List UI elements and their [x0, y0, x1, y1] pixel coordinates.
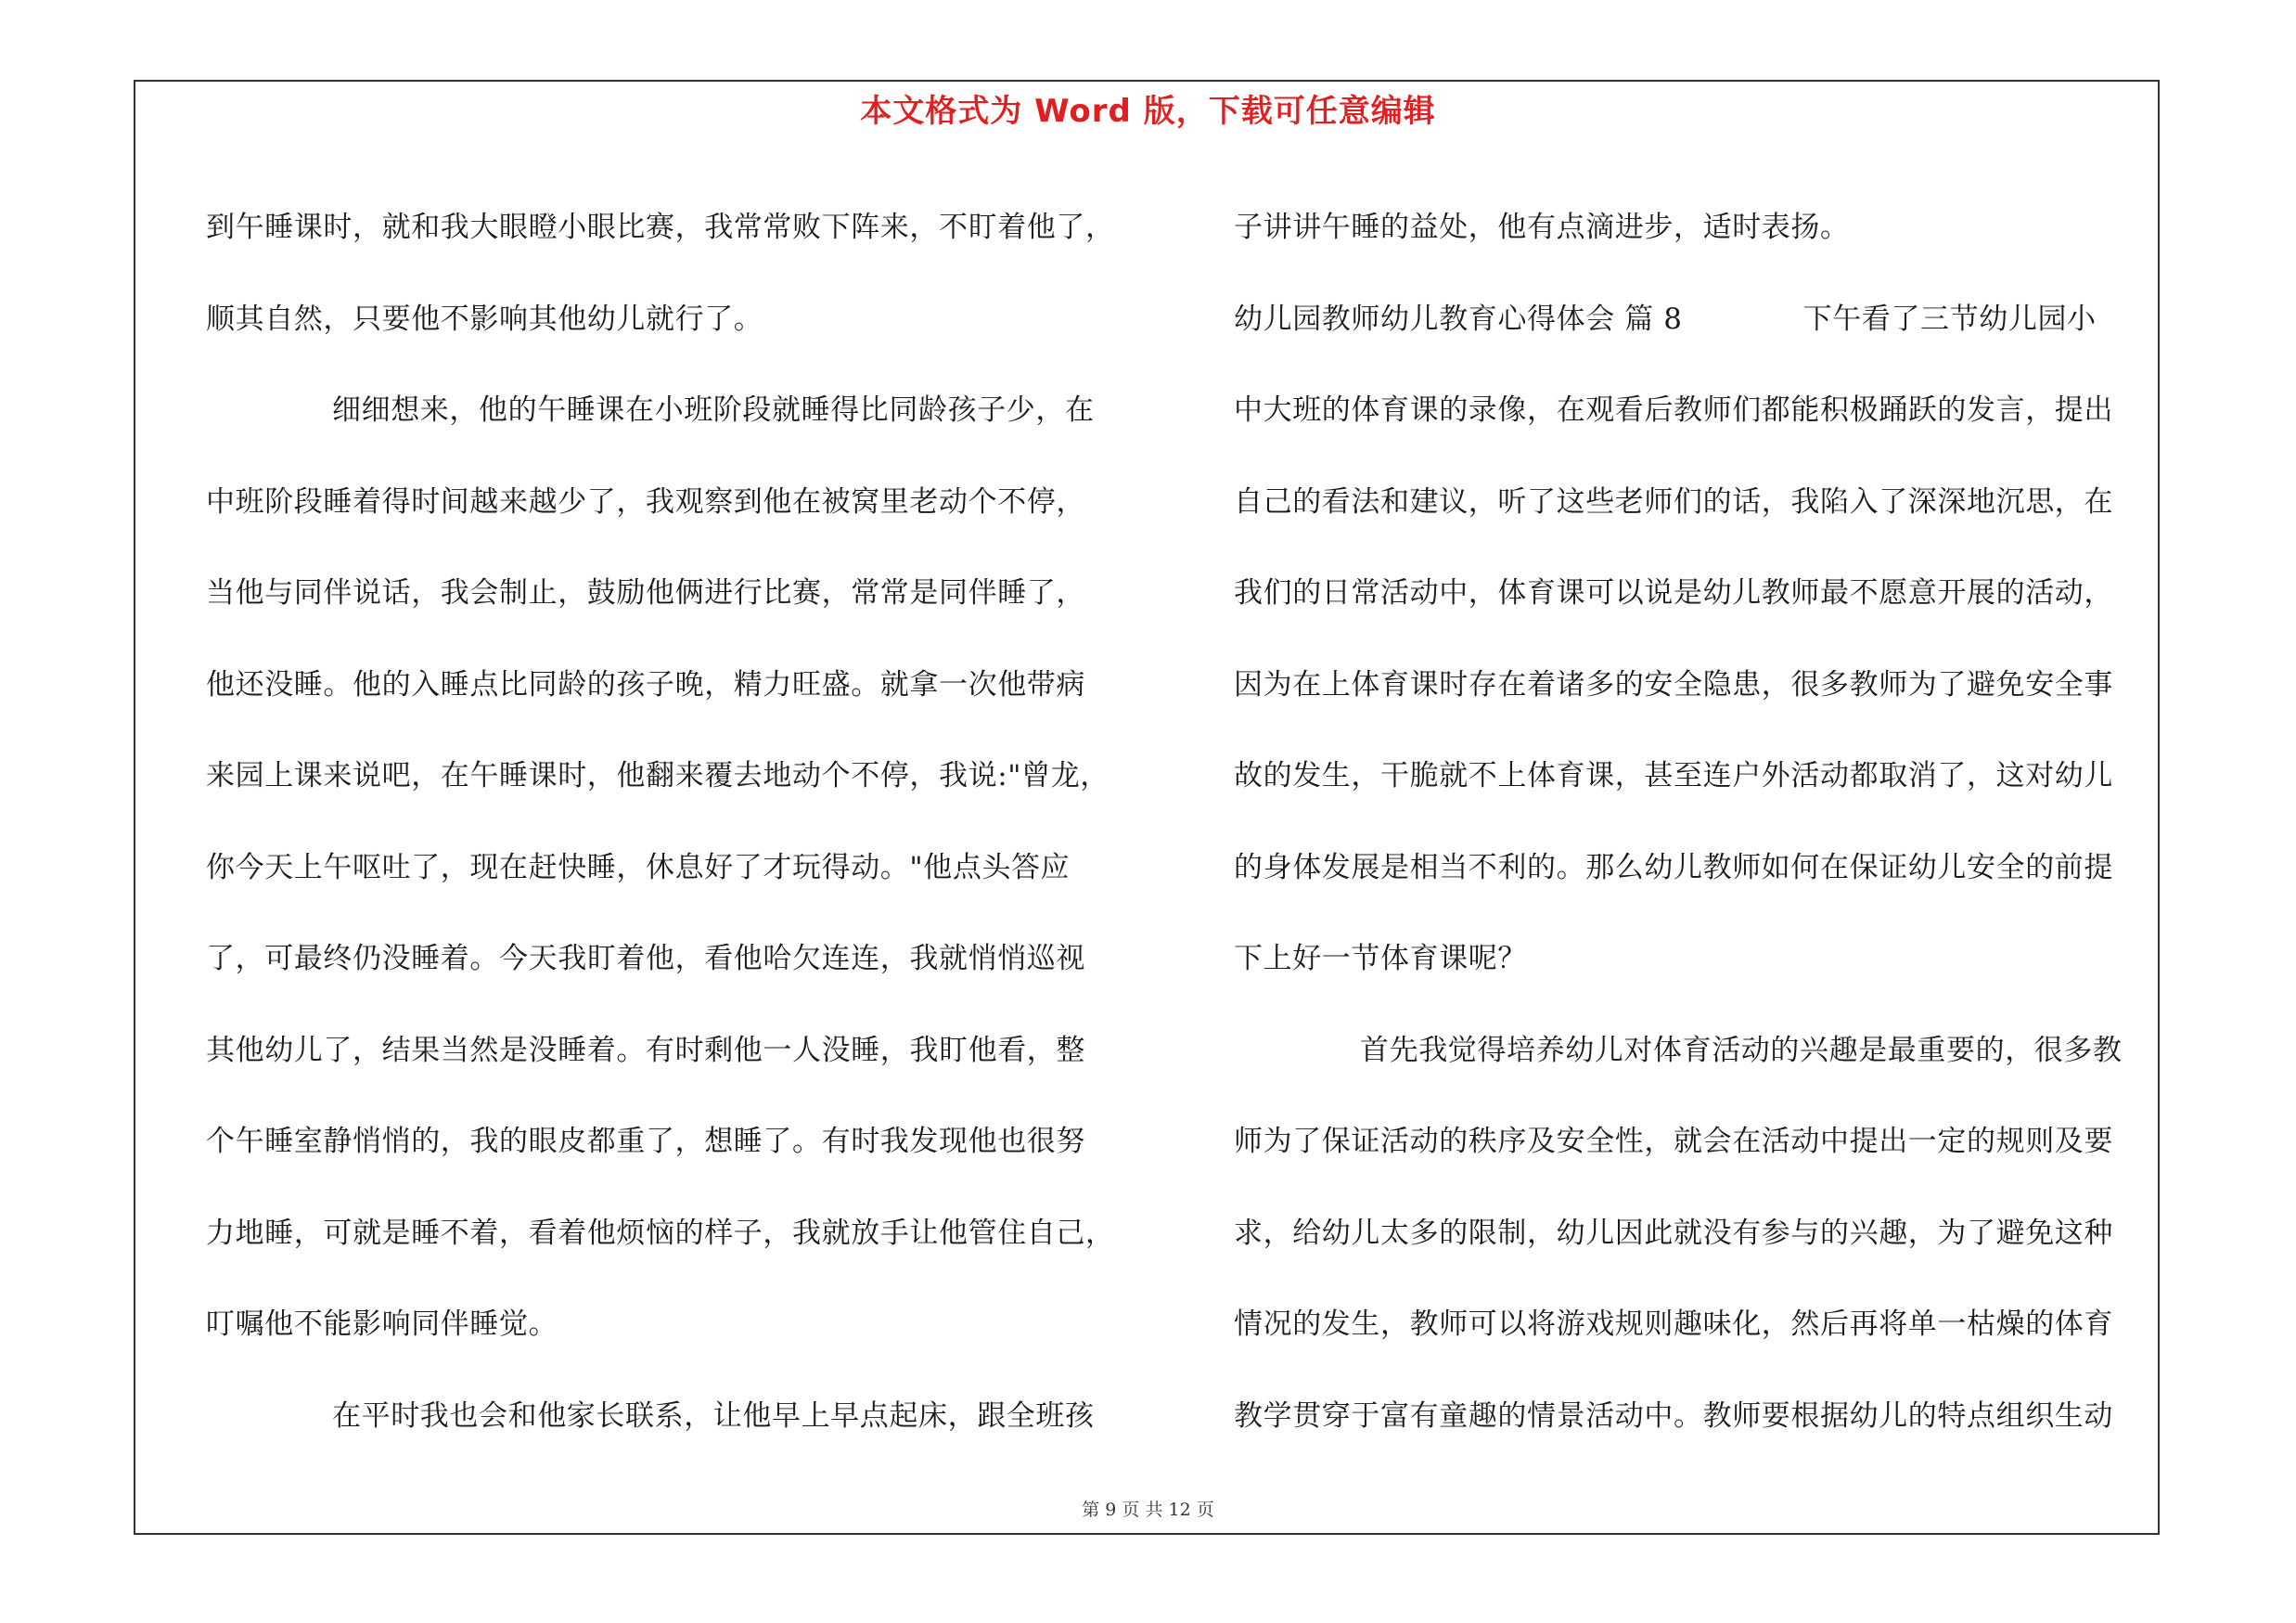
section-heading-line	[1234, 274, 2171, 366]
text-line: 自己的看法和建议，听了这些老师们的话，我陷入了深深地沉思，在	[1234, 484, 2113, 519]
text-line: 在平时我也会和他家长联系，让他早上早点起床，跟全班孩	[332, 1398, 1095, 1433]
text-line: 我们的日常活动中，体育课可以说是幼儿教师最不愿意开展的活动，	[1234, 576, 2113, 610]
section-heading-tail: 下午看了三节幼儿园小	[1802, 302, 2097, 336]
right-column	[1234, 182, 2171, 1462]
text-line: 求，给幼儿太多的限制，幼儿因此就没有参与的兴趣，为了避免这种	[1234, 1216, 2113, 1250]
text-line: 师为了保证活动的秩序及安全性，就会在活动中提出一定的规则及要	[1234, 1125, 2113, 1158]
text-line: 中大班的体育课的录像，在观看后教师们都能积极踊跃的发言，提出	[1234, 393, 2113, 427]
left-column	[206, 182, 1143, 1462]
text-line: 中班阶段睡着得时间越来越少了，我观察到他在被窝里老动个不停，	[206, 484, 1085, 519]
text-line: 叮嘱他不能影响同伴睡觉。	[206, 1307, 558, 1341]
text-line: 他还没睡。他的入睡点比同龄的孩子晚，精力旺盛。就拿一次他带病	[206, 667, 1085, 702]
section-heading: 幼儿园教师幼儿教育心得体会 篇 8	[1234, 302, 1683, 336]
text-line: 力地睡，可就是睡不着，看着他烦恼的样子，我就放手让他管住自己，	[206, 1216, 1115, 1250]
text-line: 其他幼儿了，结果当然是没睡着。有时剩他一人没睡，我盯他看，整	[206, 1033, 1085, 1067]
text-line: 个午睡室静悄悄的，我的眼皮都重了，想睡了。有时我发现他也很努	[206, 1125, 1085, 1158]
text-line: 教学贯穿于富有童趣的情景活动中。教师要根据幼儿的特点组织生动	[1234, 1398, 2113, 1433]
text-line: 首先我觉得培养幼儿对体育活动的兴趣是最重要的，很多教	[1360, 1033, 2123, 1067]
text-line: 了，可最终仍没睡着。今天我盯着他，看他哈欠连连，我就悄悄巡视	[206, 942, 1085, 975]
text-line: 子讲讲午睡的益处，他有点滴进步，适时表扬。	[1234, 211, 1850, 244]
text-line: 当他与同伴说话，我会制止，鼓励他俩进行比赛，常常是同伴睡了，	[206, 576, 1085, 610]
text-line: 顺其自然，只要他不影响其他幼儿就行了。	[206, 302, 763, 336]
text-line: 情况的发生，教师可以将游戏规则趣味化，然后再将单一枯燥的体育	[1234, 1307, 2113, 1341]
text-line: 下上好一节体育课呢？	[1234, 942, 1527, 975]
text-line: 到午睡课时，就和我大眼瞪小眼比赛，我常常败下阵来，不盯着他了，	[206, 211, 1115, 244]
text-line: 来园上课来说吧，在午睡课时，他翻来覆去地动个不停，我说:"曾龙，	[206, 759, 1110, 792]
text-line: 的身体发展是相当不利的。那么幼儿教师如何在保证幼儿安全的前提	[1234, 850, 2113, 884]
format-banner: 本文格式为 Word 版，下载可任意编辑	[860, 93, 1436, 130]
text-line: 细细想来，他的午睡课在小班阶段就睡得比同龄孩子少，在	[332, 393, 1095, 427]
text-line: 故的发生，干脆就不上体育课，甚至连户外活动都取消了，这对幼儿	[1234, 759, 2113, 792]
text-line: 你今天上午呕吐了，现在赶快睡，休息好了才玩得动。"他点头答应	[206, 850, 1071, 884]
text-line: 因为在上体育课时存在着诸多的安全隐患，很多教师为了避免安全事	[1234, 667, 2113, 702]
page-number-footer: 第 9 页 共 12 页	[1082, 1500, 1214, 1520]
